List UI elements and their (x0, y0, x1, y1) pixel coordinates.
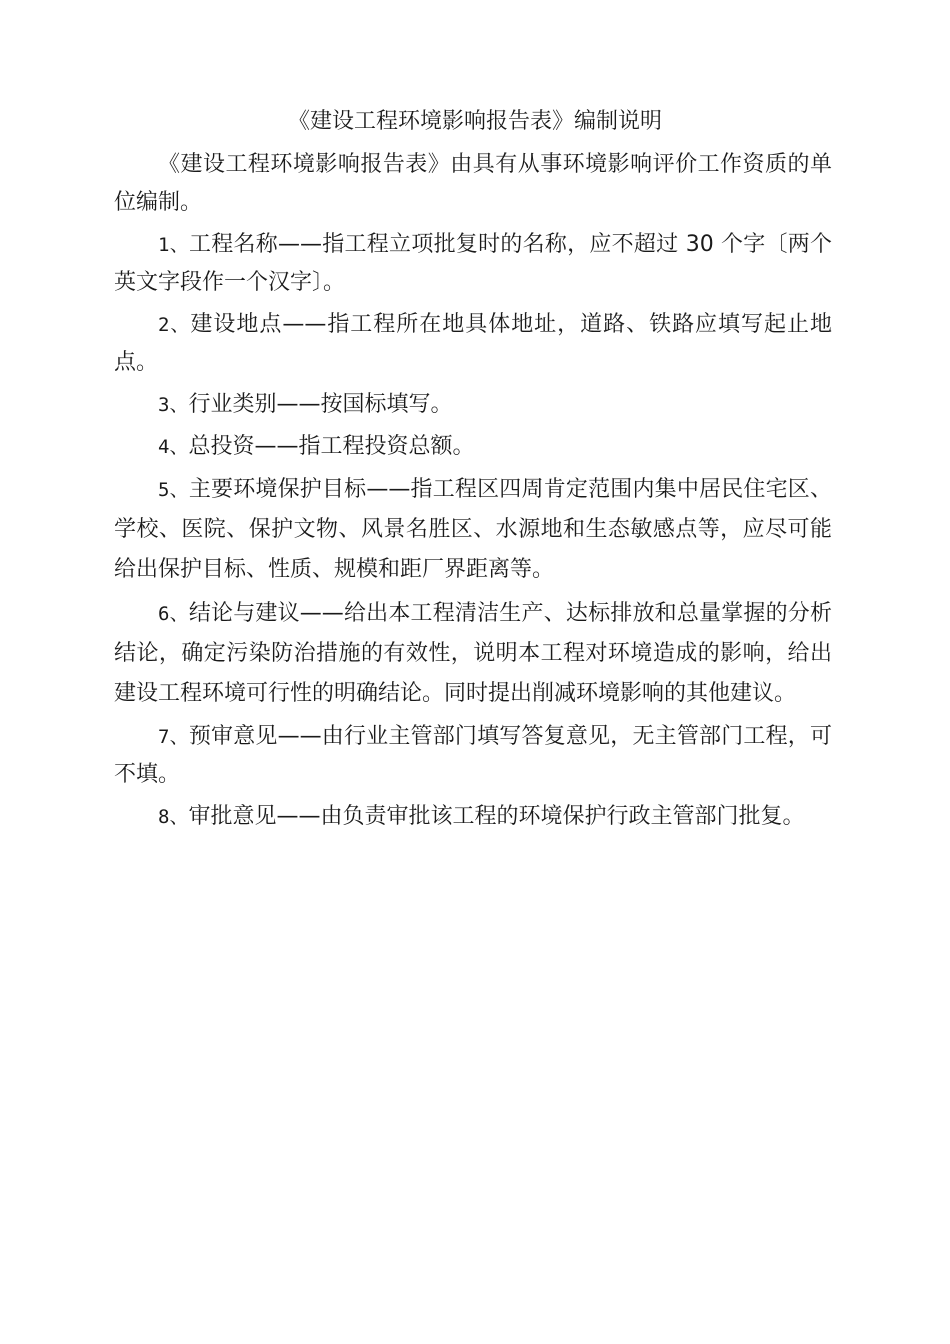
item-number: 7、 (158, 726, 189, 748)
item-3 (114, 386, 832, 424)
item-number: 1、 (158, 234, 189, 256)
item-text: 总投资——指工程投资总额。 (188, 434, 475, 459)
item-8 (114, 798, 832, 836)
item-2 (114, 306, 832, 382)
item-number: 2、 (158, 314, 191, 336)
item-number: 4、 (158, 436, 189, 458)
item-text: 审批意见——由负责审批该工程的环境保护行政主管部门批复。 (188, 804, 805, 829)
item-text: 建设地点——指工程所在地具体地址，道路、铁路应填写起止地点。 (114, 312, 832, 375)
item-text: 行业类别——按国标填写。 (188, 392, 453, 417)
document-body (114, 146, 832, 836)
item-number: 3、 (158, 394, 189, 416)
item-4 (114, 428, 832, 466)
item-text: 工程名称——指工程立项批复时的名称，应不超过 30 个字〔两个英文字段作一个汉字〕。 (114, 232, 832, 295)
item-number: 8、 (158, 806, 189, 828)
item-text: 主要环境保护目标——指工程区四周肯定范围内集中居民住宅区、学校、医院、保护文物、风景名胜区、水源地和生态敏感点等，应尽可能给出保护目标、性质、规模和距厂界距离等。 (114, 477, 832, 582)
intro-paragraph: 《建设工程环境影响报告表》由具有从事环境影响评价工作资质的单位编制。 (114, 152, 832, 215)
item-7 (114, 718, 832, 794)
item-number: 6、 (158, 603, 189, 625)
item-text: 预审意见——由行业主管部门填写答复意见，无主管部门工程，可不填。 (114, 724, 832, 787)
document-title: 《建设工程环境影响报告表》编制说明 (287, 109, 662, 134)
item-text: 结论与建议——给出本工程清洁生产、达标排放和总量掌握的分析结论，确定污染防治措施的有效性，说明本工程对环境造成的影响，给出建设工程环境可行性的明确结论。同时提出削减环境影响的其他建议。 (114, 601, 832, 706)
item-5 (114, 470, 832, 590)
item-6 (114, 594, 832, 714)
item-1 (114, 226, 832, 302)
item-number: 5、 (158, 479, 189, 501)
